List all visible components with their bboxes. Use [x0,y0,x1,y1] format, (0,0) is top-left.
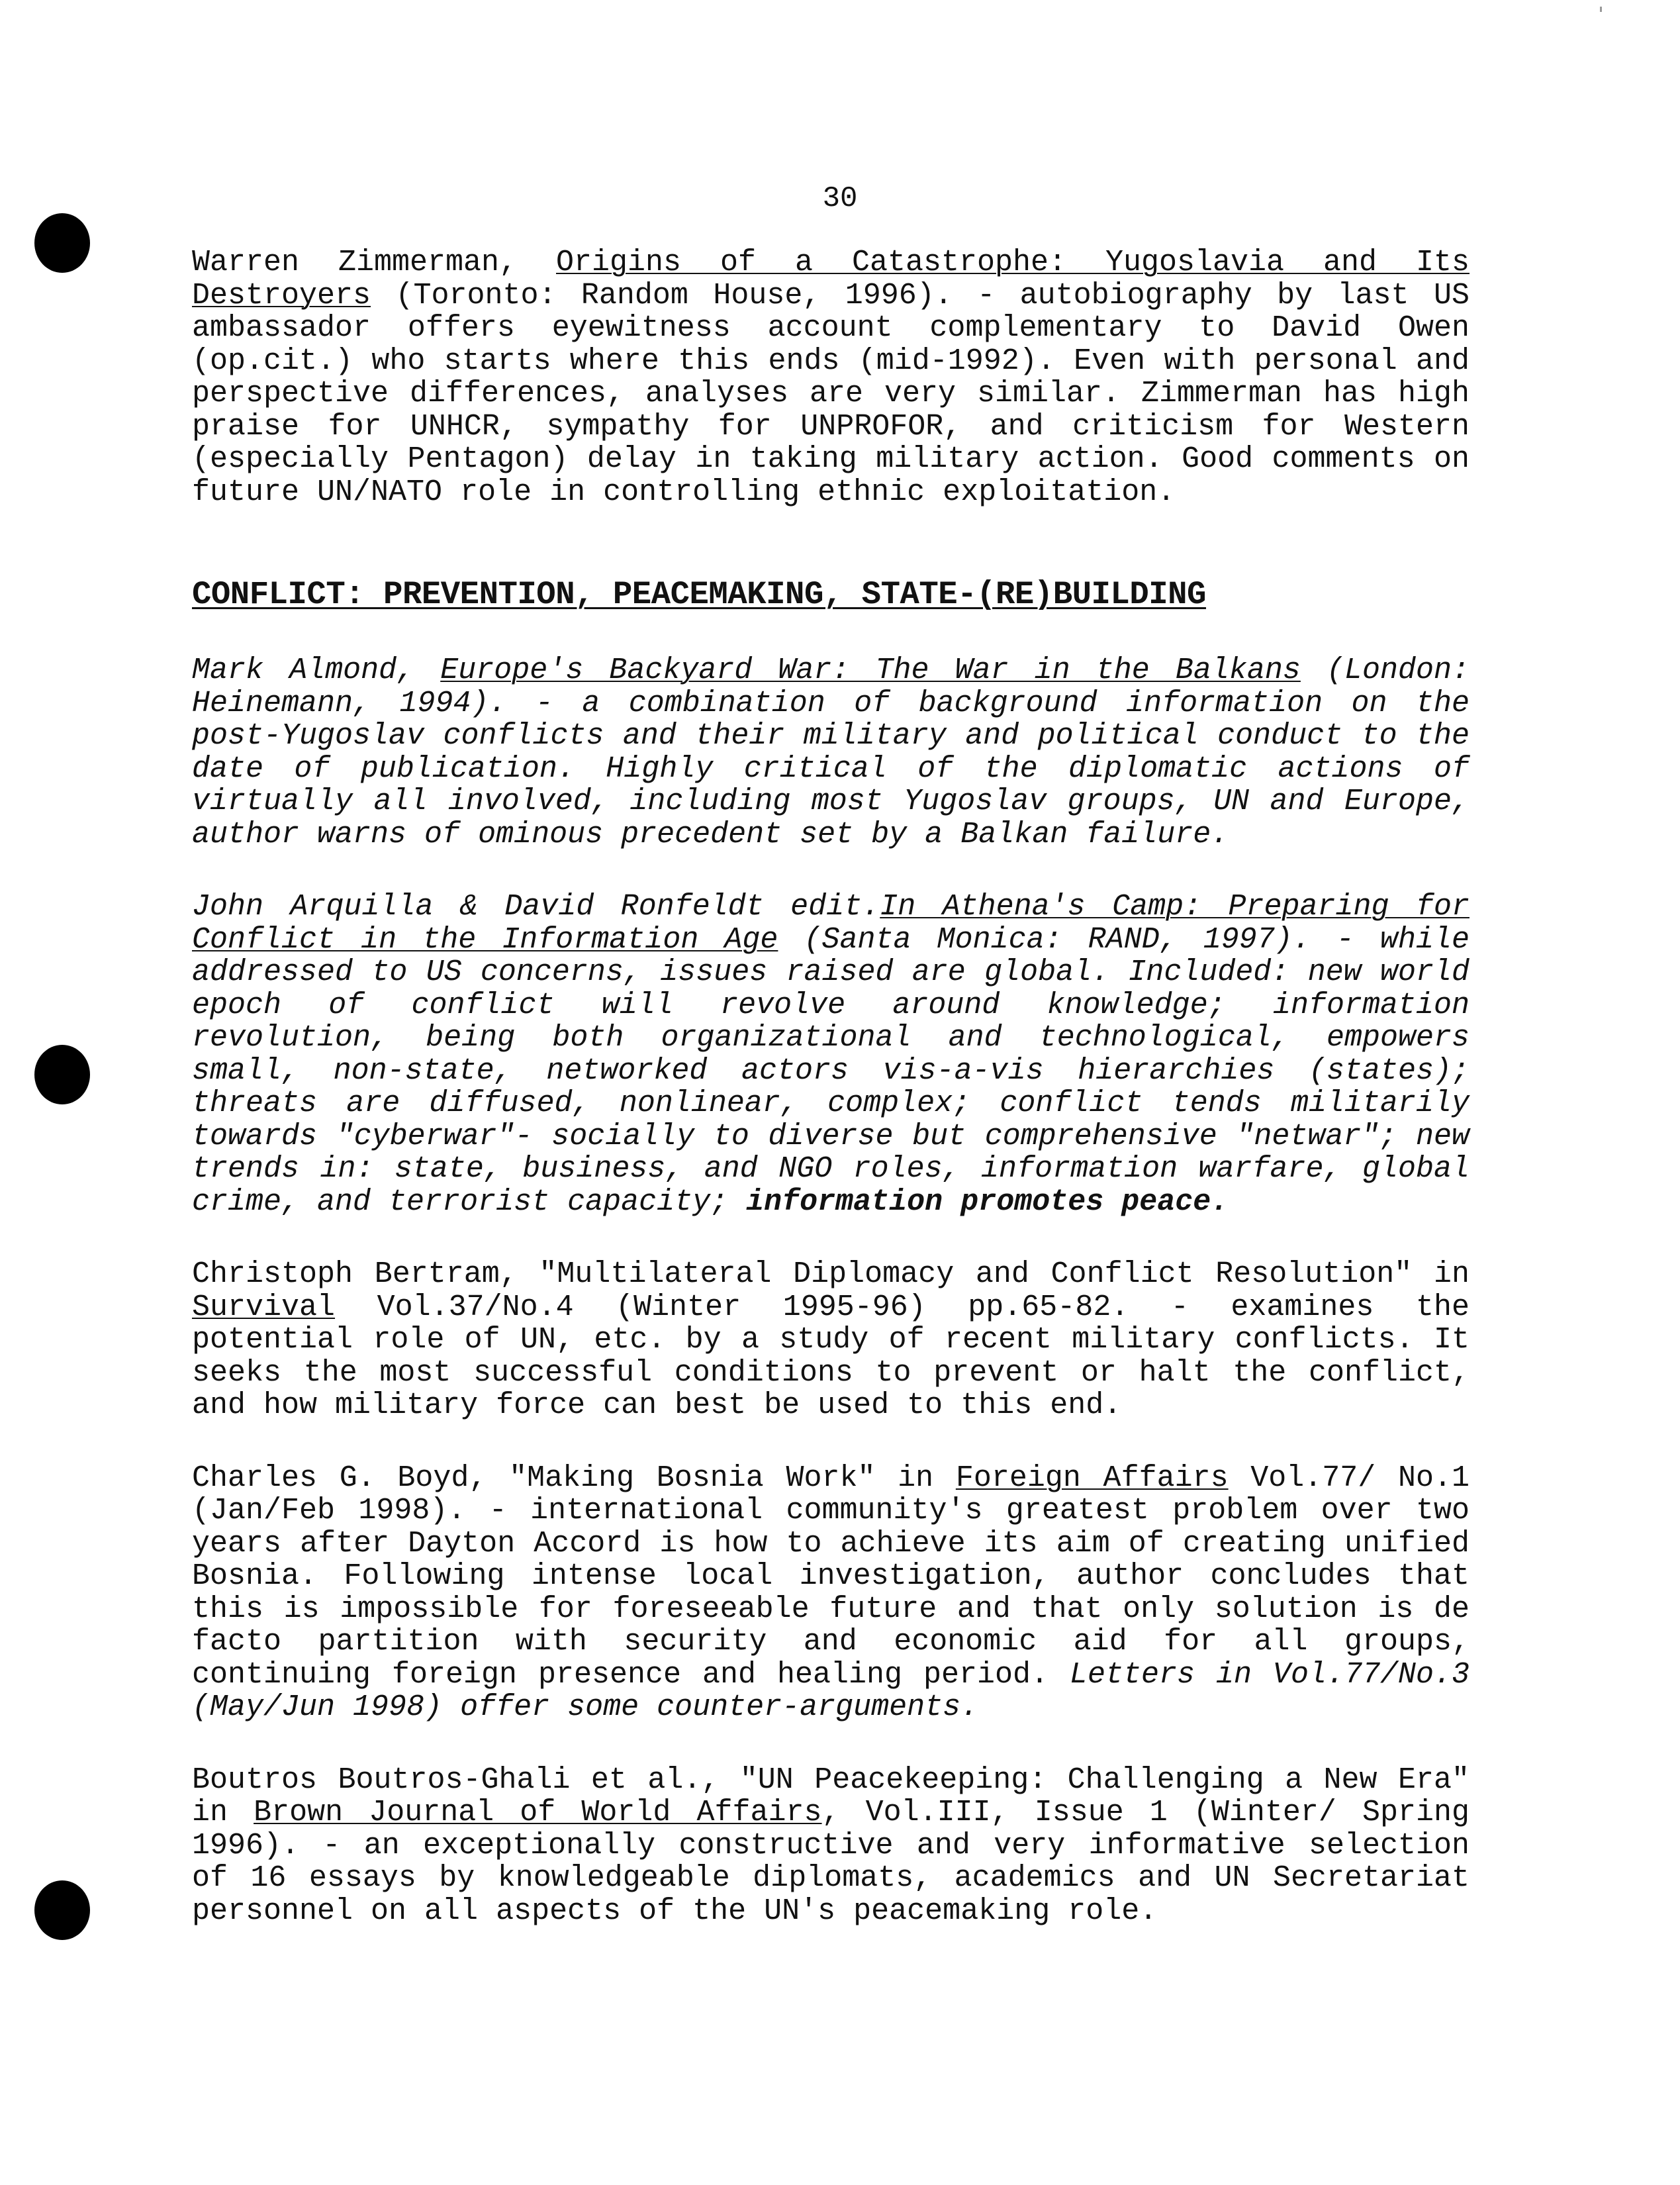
punch-hole [34,1880,90,1940]
bibliography-content [192,246,1470,1967]
entry-author: Boutros Boutros-Ghali et al., "UN Peacekeeping: Challenging a New Era" in [192,1763,1470,1829]
entry-title: In Athena's Camp: Preparing for Conflict in the Information Age [192,890,1470,957]
entry-title: Foreign Affairs [955,1461,1229,1495]
entry-author: Charles G. Boyd, "Making Bosnia Work" in [192,1461,956,1495]
entry-title: Survival [192,1290,336,1324]
entry-text [192,246,1470,509]
entry-annotation: , Vol.III, Issue 1 (Winter/ Spring 1996). - an exceptionally constructive and very informative selection of 16 essays by knowledgeable diplomats, academics and UN Secretariat personnel on all aspects of the UN's peacemaking role. [192,1796,1470,1928]
entry-author: Christoph Bertram, "Multilateral Diplomacy and Conflict Resolution" in [192,1257,1470,1291]
entry-note: Letters in Vol.77/No.3 (May/Jun 1998) offer some counter-arguments. [192,1657,1470,1724]
punch-hole [34,213,90,273]
page-number: 30 [822,182,858,215]
entry-annotation: (London: Heinemann, 1994). - a combination of background information on the post-Yugoslav conflicts and their military and political conduct to the date of publication. Highly critical of the diplomatic actions of virtually all involved, including most Yugoslav groups, UN and Europe, author warns of ominous precedent set by a Balkan failure. [192,654,1470,851]
entry-emphasis: information promotes peace. [746,1185,1229,1219]
bibliography-entry-boyd [192,1462,1470,1724]
entry-text [192,1462,1470,1724]
entry-author: Warren Zimmerman, [192,246,557,279]
entry-annotation: Vol.77/ No.1 (Jan/Feb 1998). - international community's greatest problem over two years after Dayton Accord is how to achieve its aim of creating unified Bosnia. Following intense local investigation, author concludes that this is impossible for foreseeable future and that only solution is de facto partition with security and economic aid for all groups, continuing foreign presence and healing period. [192,1461,1470,1692]
entry-text [192,654,1470,851]
bibliography-entry-zimmerman [192,246,1470,509]
scan-mark [1600,7,1602,12]
punch-hole [34,1045,90,1104]
bibliography-entry-bertram [192,1258,1470,1422]
entry-author: Mark Almond, [192,654,441,687]
entry-text [192,1258,1470,1422]
entry-title: Origins of a Catastrophe: Yugoslavia and Its Destroyers [192,246,1470,313]
entry-text [192,1764,1470,1928]
bibliography-entry-almond [192,654,1470,851]
entry-title: Europe's Backyard War: The War in the Balkans [440,654,1301,687]
entry-annotation: Vol.37/No.4 (Winter 1995-96) pp.65-82. - examines the potential role of UN, etc. by a study of recent military conflicts. It seeks the most successful conditions to prevent or halt the conflict, and how military force can best be used to this end. [192,1290,1470,1422]
entry-annotation: (Santa Monica: RAND, 1997). - while addressed to US concerns, issues raised are global. Included: new world epoch of conflict will revolve around knowledge; information revolution, being both organizational and technological, empowers small, non-state, networked actors vis-a-vis hierarchies (states); threats are diffused, nonlinear, complex; conflict tends militarily towards "cyberwar"- socially to diverse but comprehensive "netwar"; new trends in: state, business, and NGO roles, information warfare, global crime, and terrorist capacity; [192,922,1470,1219]
bibliography-entry-boutros-ghali [192,1764,1470,1928]
entry-annotation: (Toronto: Random House, 1996). - autobiography by last US ambassador offers eyewitness account complementary to David Owen (op.cit.) who starts where this ends (mid-1992). Even with personal and perspective differences, analyses are very similar. Zimmerman has high praise for UNHCR, sympathy for UNPROFOR, and criticism for Western (especially Pentagon) delay in taking military action. Good comments on future UN/NATO role in controlling ethnic exploitation. [192,278,1470,509]
section-heading: CONFLICT: PREVENTION, PEACEMAKING, STATE-(RE)BUILDING [192,576,1206,613]
bibliography-entry-arquilla [192,891,1470,1218]
entry-author: John Arquilla & David Ronfeldt edit. [192,890,880,924]
entry-title: Brown Journal of World Affairs [254,1796,822,1829]
entry-text [192,891,1470,1218]
